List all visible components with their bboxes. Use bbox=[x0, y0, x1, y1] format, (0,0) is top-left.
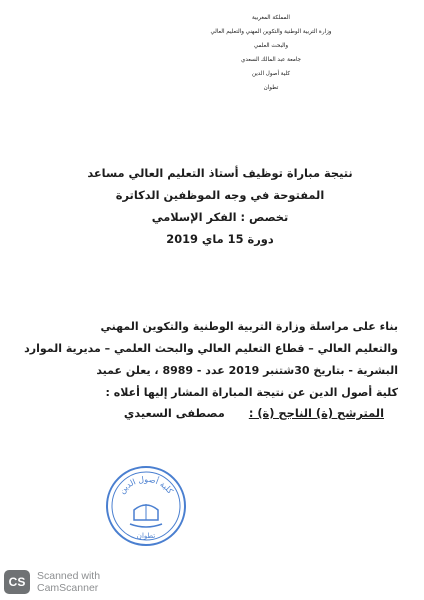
letterhead-line: تطوان bbox=[263, 85, 279, 91]
document-title bbox=[56, 162, 384, 250]
paragraph-line: والتعليم العالي – قطاع التعليم العالي والبحث العلمي – مديرية الموارد bbox=[24, 342, 398, 355]
letterhead-line: كلية أصول الدين bbox=[251, 71, 291, 77]
announcement-paragraph bbox=[24, 316, 398, 404]
paragraph-line: بناء على مراسلة وزارة التربية الوطنية والتكوين المهني bbox=[100, 320, 398, 333]
paragraph-line: كلية أصول الدين عن نتيجة المباراة المشار إليها أعلاه : bbox=[105, 386, 398, 399]
letterhead bbox=[156, 16, 386, 100]
watermark-line: CamScanner bbox=[37, 582, 99, 594]
letterhead-line: والبحث العلمي bbox=[253, 43, 289, 49]
letterhead-line: المملكة المغربية bbox=[252, 15, 290, 21]
successful-candidate bbox=[100, 406, 384, 420]
title-line: نتيجة مباراة توظيف أستاذ التعليم العالي مساعد bbox=[87, 166, 353, 180]
stamp-city: تطوان bbox=[136, 532, 156, 540]
stamp-text: كلية أصول الدين bbox=[117, 474, 175, 496]
faculty-stamp bbox=[104, 464, 188, 548]
paragraph-line: البشرية - بتاريخ 30شتنبر 2019 عدد - 8989 ، يعلن عميد bbox=[96, 364, 398, 377]
title-line: المفتوحة في وجه الموظفين الدكاترة bbox=[115, 188, 325, 202]
title-line: دورة 15 ماي 2019 bbox=[166, 232, 274, 246]
candidate-label: المترشح (ة) الناجح (ة) : bbox=[248, 406, 384, 420]
watermark-line: Scanned with bbox=[37, 570, 101, 582]
candidate-name: مصطفى السعيدي bbox=[123, 406, 225, 420]
camscanner-watermark bbox=[4, 569, 100, 595]
letterhead-line: جامعة عبد المالك السعدي bbox=[240, 57, 302, 63]
title-line: تخصص : الفكر الإسلامي bbox=[151, 210, 289, 224]
letterhead-line: وزارة التربية الوطنية والتكوين المهني والتعليم العالي bbox=[210, 29, 332, 35]
camscanner-logo-icon: CS bbox=[4, 570, 30, 594]
